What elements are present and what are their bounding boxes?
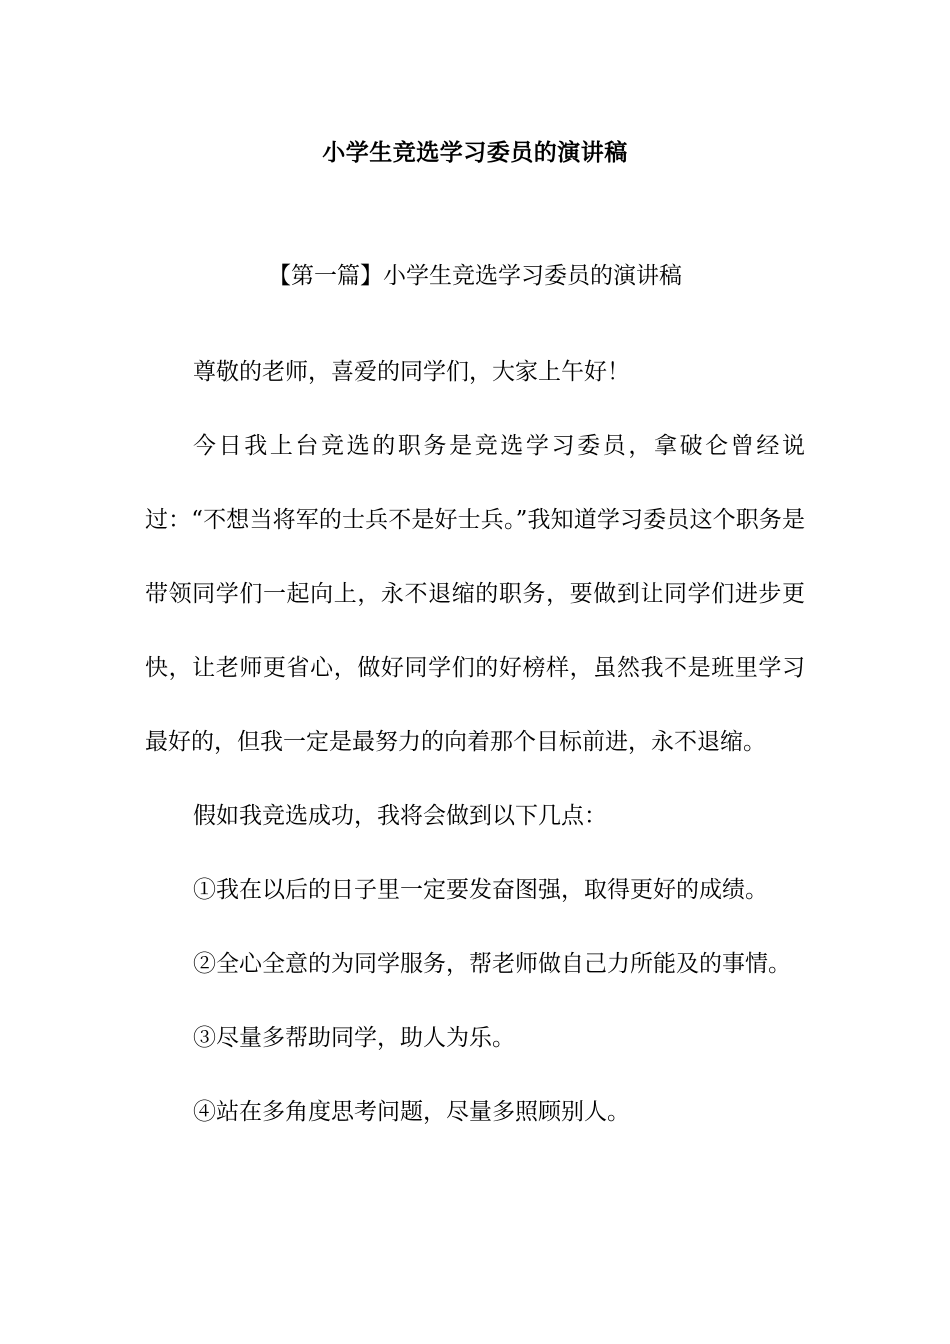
promise-intro-paragraph: 假如我竞选成功，我将会做到以下几点： bbox=[193, 803, 607, 829]
greeting-paragraph: 尊敬的老师，喜爱的同学们，大家上午好！ bbox=[193, 359, 630, 385]
section-heading: 【第一篇】小学生竞选学习委员的演讲稿 bbox=[268, 263, 682, 289]
document-body bbox=[145, 335, 805, 1149]
document-title: 小学生竞选学习委员的演讲稿 bbox=[322, 140, 628, 166]
list-item: ④站在多角度思考问题，尽量多照顾别人。 bbox=[193, 1099, 630, 1125]
list-item: ②全心全意的为同学服务，帮老师做自己力所能及的事情。 bbox=[193, 951, 791, 977]
list-item: ③尽量多帮助同学，助人为乐。 bbox=[193, 1025, 515, 1051]
list-item: ①我在以后的日子里一定要发奋图强，取得更好的成绩。 bbox=[193, 877, 768, 903]
intro-paragraph: 今日我上台竞选的职务是竞选学习委员，拿破仑曾经说过：“不想当将军的士兵不是好士兵。”我知道学习委员这个职务是带领同学们一起向上，永不退缩的职务，要做到让同学们进步更快，让老师更省心，做好同学们的好榜样，虽然我不是班里学习最好的，但我一定是最努力的向着那个目标前进，永不退缩。 bbox=[145, 433, 805, 755]
